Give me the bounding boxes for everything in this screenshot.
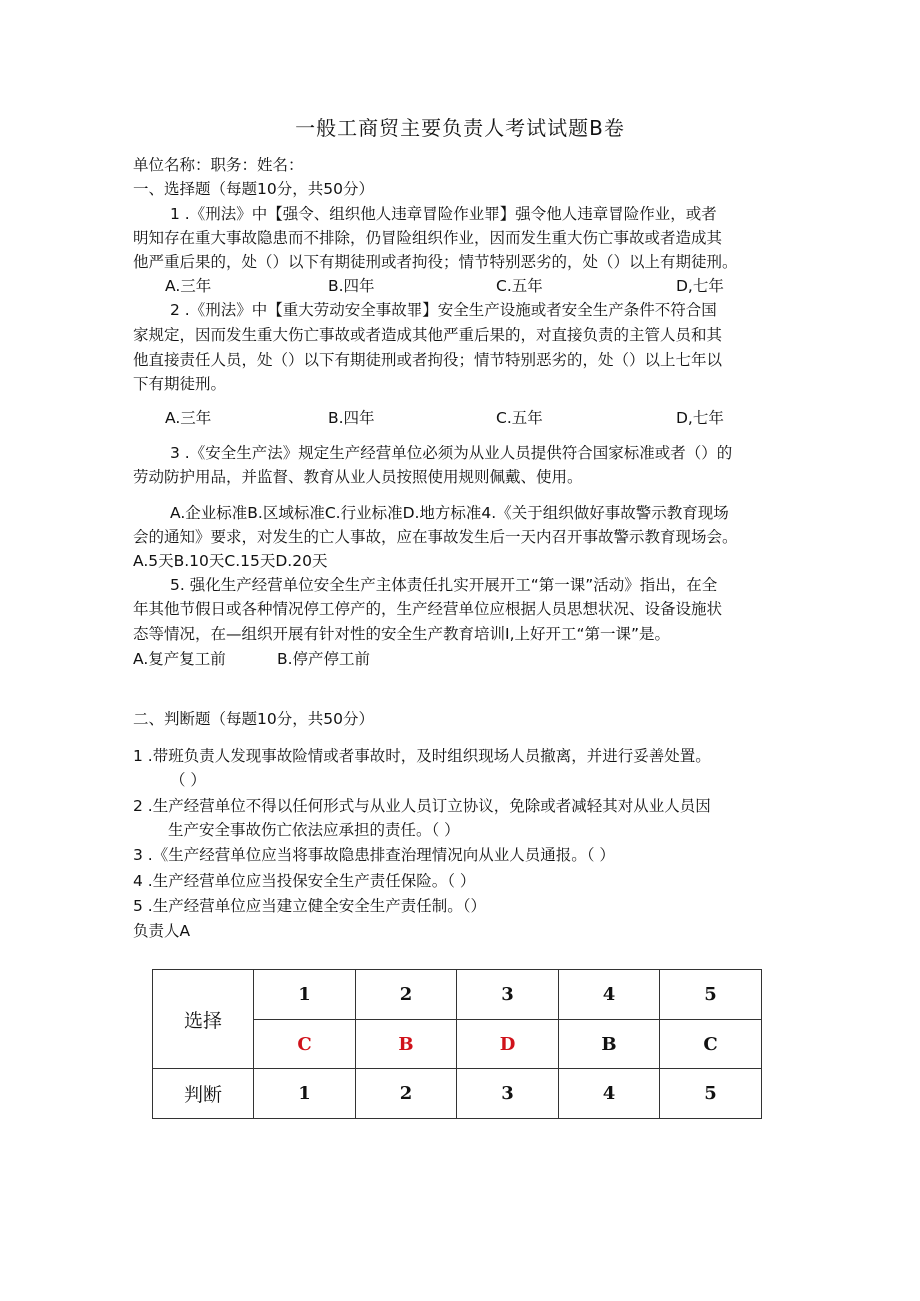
q5-line: 态等情况，在—组织开展有针对性的安全生产教育培训I,上好开工“第一课”是。	[133, 625, 671, 643]
choice-answer-cell: C	[660, 1020, 762, 1069]
q1-option-b: B.四年	[328, 277, 375, 295]
judge-q4-line: 4 .生产经营单位应当投保安全生产责任保险。（ ）	[133, 872, 476, 890]
q2-line: 2 .《刑法》中【重大劳动安全事故罪】安全生产设施或者安全生产条件不符合国	[170, 301, 717, 319]
judge-number-cell: 5	[660, 1069, 762, 1119]
judge-q2-line: 2 .生产经营单位不得以任何形式与从业人员订立协议，免除或者减轻其对从业人员因	[133, 797, 711, 815]
judge-number-cell: 3	[457, 1069, 559, 1119]
choice-number-cell: 1	[254, 970, 356, 1020]
q5-line: 年其他节假日或各种情况停工停产的，生产经营单位应根据人员思想状况、设备设施状	[133, 600, 723, 618]
q1-option-a: A.三年	[165, 277, 212, 295]
q3-q4-line: 会的通知》要求，对发生的亡人事故，应在事故发生后一天内召开事故警示教育现场会。	[133, 528, 738, 546]
choice-number-cell: 5	[660, 970, 762, 1020]
q5-option-a: A.复产复工前	[133, 650, 226, 668]
q2-option-d: D,七年	[676, 409, 724, 427]
q2-option-c: C.五年	[496, 409, 543, 427]
choice-answer-cell: C	[254, 1020, 356, 1069]
q3-line: 劳动防护用品，并监督、教育从业人员按照使用规则佩戴、使用。	[133, 468, 583, 486]
section2-heading: 二、判断题（每题10分，共50分）	[133, 710, 374, 728]
q3-q4-line: A.企业标准B.区域标准C.行业标准D.地方标准4.《关于组织做好事故警示教育现场	[170, 504, 729, 522]
q1-line: 1 .《刑法》中【强令、组织他人违章冒险作业罪】强令他人违章冒险作业，或者	[170, 205, 717, 223]
judge-q1-answer-blank: （ ）	[170, 771, 206, 789]
trailing-text: 负责人A	[133, 922, 191, 940]
judge-number-cell: 4	[559, 1069, 660, 1119]
q2-option-a: A.三年	[165, 409, 212, 427]
q2-option-b: B.四年	[328, 409, 375, 427]
q1-option-c: C.五年	[496, 277, 543, 295]
section1-heading: 一、选择题（每题10分，共50分）	[133, 180, 374, 198]
judge-number-cell: 1	[254, 1069, 356, 1119]
q5-option-b: B.停产停工前	[277, 650, 371, 668]
q3-line: 3 .《安全生产法》规定生产经营单位必须为从业人员提供符合国家标准或者（）的	[170, 444, 733, 462]
choice-answer-cell: D	[457, 1020, 559, 1069]
judge-q2-line: 生产安全事故伤亡依法应承担的责任。（ ）	[168, 821, 460, 839]
choice-number-cell: 4	[559, 970, 660, 1020]
q1-option-d: D,七年	[676, 277, 724, 295]
choice-answer-cell: B	[559, 1020, 660, 1069]
q5-line: 5. 强化生产经营单位安全生产主体责任扎实开展开工“第一课”活动》指出，在全	[170, 576, 718, 594]
page-title: 一般工商贸主要负责人考试试题B卷	[295, 116, 625, 140]
judge-row-header: 判断	[153, 1069, 254, 1119]
judge-q5-line: 5 .生产经营单位应当建立健全安全生产责任制。（）	[133, 897, 486, 915]
q2-line: 家规定，因而发生重大伤亡事故或者造成其他严重后果的，对直接负责的主管人员和其	[133, 326, 723, 344]
choice-row-header: 选择	[153, 970, 254, 1069]
q2-line: 下有期徒刑。	[133, 375, 227, 393]
judge-number-cell: 2	[356, 1069, 457, 1119]
q4-options: A.5天B.10天C.15天D.20天	[133, 552, 328, 570]
answer-table	[152, 969, 762, 1119]
choice-number-cell: 2	[356, 970, 457, 1020]
q1-line: 他严重后果的，处（）以下有期徒刑或者拘役；情节特别恶劣的，处（）以上有期徒刑。	[133, 253, 738, 271]
choice-number-cell: 3	[457, 970, 559, 1020]
q2-line: 他直接责任人员，处（）以下有期徒刑或者拘役；情节特别恶劣的，处（）以上七年以	[133, 351, 723, 369]
choice-answer-cell: B	[356, 1020, 457, 1069]
q1-line: 明知存在重大事故隐患而不排除，仍冒险组织作业，因而发生重大伤亡事故或者造成其	[133, 229, 723, 247]
info-line: 单位名称：职务：姓名：	[133, 156, 304, 174]
judge-q3-line: 3 .《生产经营单位应当将事故隐患排查治理情况向从业人员通报。（ ）	[133, 846, 615, 864]
judge-q1-line: 1 .带班负责人发现事故险情或者事故时，及时组织现场人员撤离，并进行妥善处置。	[133, 747, 711, 765]
